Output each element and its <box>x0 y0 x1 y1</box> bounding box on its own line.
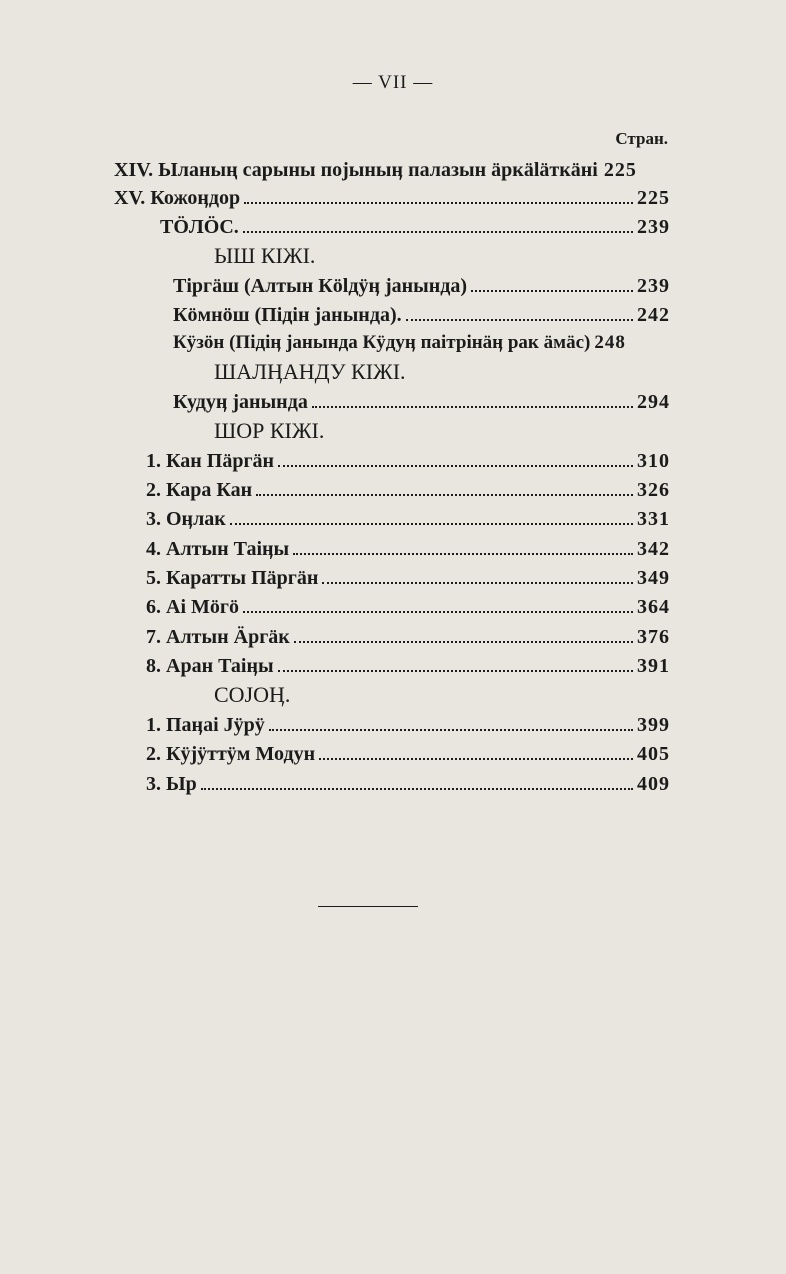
toc-entry-page: 399 <box>637 714 670 736</box>
toc-entry-label: 4. Алтын Таiӊы <box>146 538 290 560</box>
toc-entry-page: 405 <box>637 743 670 765</box>
toc-entry-label: 2. Кӱjӱттӱм Модун <box>146 743 316 765</box>
toc-entry <box>146 563 670 593</box>
leader-dots <box>294 623 633 643</box>
toc-entry-label: 2. Кара Кан <box>146 479 253 501</box>
toc-entry-page: 409 <box>637 773 670 795</box>
toc-entry <box>146 475 670 505</box>
toc-entry-page: 342 <box>637 538 670 560</box>
leader-dots <box>278 447 633 467</box>
toc-entry-page: 239 <box>637 275 670 297</box>
toc-entry <box>160 212 670 242</box>
toc-entry <box>146 769 670 799</box>
toc-entry-page: 294 <box>637 391 670 413</box>
toc-entry-label: Кӱзöн (Пiдiӊ jанында Кӱдуӊ паiтрiнäӊ рак äмäс) <box>173 332 591 353</box>
toc-entry-page: 248 <box>594 332 626 353</box>
section-heading: СОJОӉ. <box>214 682 291 707</box>
leader-dots <box>406 301 633 321</box>
toc-entry-page: 376 <box>637 626 670 648</box>
toc-entry-page: 225 <box>637 187 670 209</box>
leader-dots <box>243 593 633 613</box>
toc-entry-label: 3. Оӊлак <box>146 508 226 530</box>
toc-entry-page: 364 <box>637 596 670 618</box>
leader-dots <box>243 213 633 233</box>
leader-dots <box>201 770 633 790</box>
leader-dots <box>319 740 633 760</box>
toc-entry-page: 391 <box>637 655 670 677</box>
leader-dots <box>269 711 633 731</box>
toc-entry <box>114 183 670 213</box>
page-number-header: — VII — <box>352 72 434 93</box>
toc-entry-page: 326 <box>637 479 670 501</box>
toc-entry-label: 6. Аi Мöгö <box>146 596 239 618</box>
toc-entry <box>146 534 670 564</box>
section-heading: ШАЛӉАНДУ КIЖI. <box>214 359 406 384</box>
toc-entry <box>146 739 670 769</box>
toc-entry <box>173 387 670 417</box>
toc-entry-label: 1. Кан Пäргäн <box>146 450 275 472</box>
toc-entry-page: 310 <box>637 450 670 472</box>
toc-entry-label: 1. Паӊаi Jӱрӱ <box>146 714 265 736</box>
leader-dots <box>256 476 633 496</box>
page-column-header: Стран. <box>615 129 668 148</box>
toc-entry-label: Кöмнöш (Пiдiн jанында). <box>173 304 402 326</box>
toc-entry <box>146 592 670 622</box>
toc-entry-label: 8. Аран Таiӊы <box>146 655 274 677</box>
toc-entry-page: 225 <box>603 159 637 181</box>
toc-entry <box>173 300 670 330</box>
closing-rule <box>318 906 418 907</box>
toc-entry-page: 349 <box>637 567 670 589</box>
leader-dots <box>244 184 633 204</box>
toc-entry <box>173 328 670 358</box>
leader-dots <box>293 535 633 555</box>
toc-entry <box>146 710 670 740</box>
toc-entry <box>146 622 670 652</box>
toc-entry <box>146 446 670 476</box>
toc-entry-label: 5. Каратты Пäргäн <box>146 567 319 589</box>
toc-entry-label: ТÖЛÖС. <box>160 216 239 238</box>
toc-entry-label: XIV. Ыланың сарыны пojыныӊ палазын äркäläткäнi <box>114 159 598 181</box>
toc-entry <box>146 504 670 534</box>
leader-dots <box>312 388 633 408</box>
leader-dots <box>322 564 633 584</box>
toc-entry-label: 3. Ыр <box>146 773 197 795</box>
section-heading: ЫШ КIЖI. <box>214 243 316 268</box>
section-heading: ШОР КIЖI. <box>214 418 325 443</box>
toc-entry-label: 7. Алтын Äргäк <box>146 626 290 648</box>
toc-entry-page: 242 <box>637 304 670 326</box>
toc-entry-label: Тiргäш (Алтын Кölдӱӊ jанында) <box>173 275 468 297</box>
leader-dots <box>230 505 633 525</box>
toc-entry <box>173 271 670 301</box>
toc-entry-page: 331 <box>637 508 670 530</box>
toc-entry-page: 239 <box>637 216 670 238</box>
leader-dots <box>278 652 633 672</box>
toc-entry <box>114 155 670 185</box>
toc-entry-label: XV. Кожоӊдор <box>114 187 241 209</box>
leader-dots <box>471 272 633 292</box>
toc-entry <box>146 651 670 681</box>
toc-entry-label: Кудуӊ jанында <box>173 391 308 413</box>
